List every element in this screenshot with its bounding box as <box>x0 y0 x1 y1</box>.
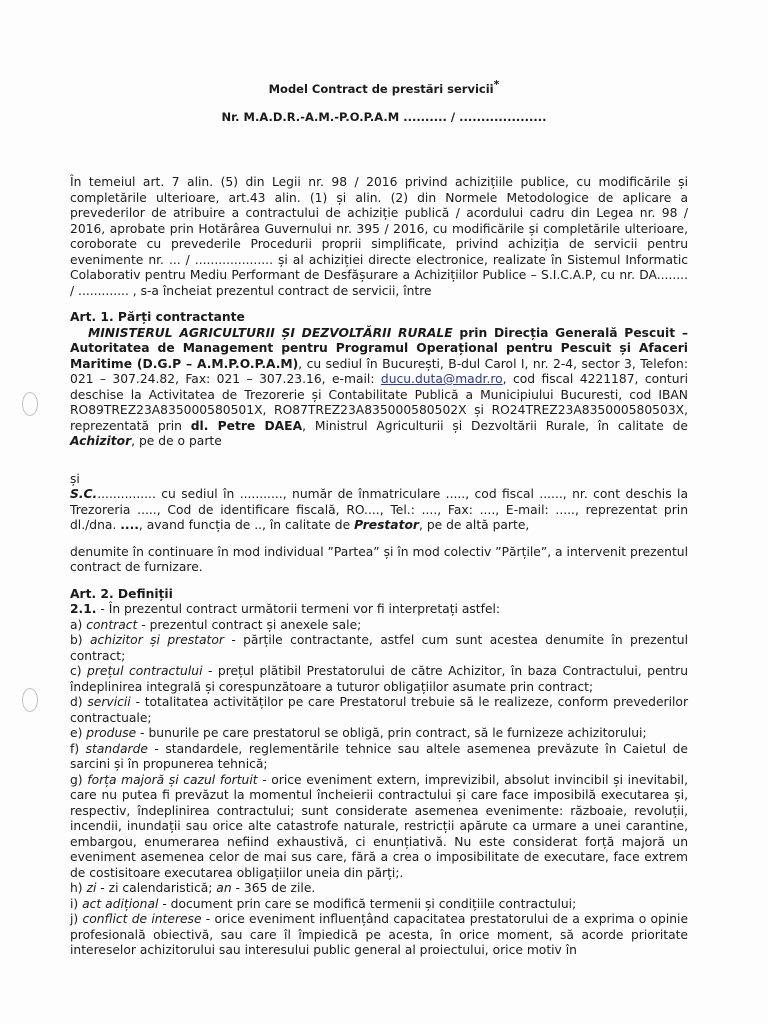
definition-text: - 365 de zile. <box>231 881 316 895</box>
spacer <box>70 576 688 587</box>
art2-lead-text: - În prezentul contract următorii termeni vor fi interpretați astfel: <box>96 602 501 616</box>
definition-item <box>70 897 688 913</box>
document-body <box>70 175 688 959</box>
title-asterisk: * <box>493 78 500 91</box>
denumite-paragraph: denumite în continuare în mod individual ”Partea” și în mod colectiv ”Părțile”, a intervenit prezentul contract de furnizare. <box>70 544 688 574</box>
punch-hole-bottom <box>22 688 38 712</box>
contract-number <box>0 110 768 124</box>
definition-term: servicii <box>87 695 131 709</box>
spacer <box>70 534 688 545</box>
definition-term: zi <box>86 881 97 895</box>
definition-prefix: i) <box>70 896 83 911</box>
definition-prefix: f) <box>70 741 86 756</box>
art1-party-achizitor <box>70 326 688 450</box>
definition-item <box>70 633 688 664</box>
definition-text: - zi calendaristică; <box>96 881 217 895</box>
definition-text: - document prin care se modifică termenii și condițiile contractului; <box>158 896 577 911</box>
definition-term: conflict de interese <box>82 912 202 926</box>
si-line: și <box>70 471 80 486</box>
contract-title <box>0 78 768 96</box>
definition-item <box>70 881 688 897</box>
achizitor-term: Achizitor <box>70 434 132 448</box>
sc-details: ............... cu sediul în ..........., număr de înmatriculare ....., cod fiscal ......, nr. cont deschis la Trezoreria ....., Cod de identificare fiscală, RO...., Tel.: ...., Fax: ...., E-mail: ....., reprezentat prin dl./dna. <box>70 487 688 532</box>
definition-term: produse <box>86 726 137 740</box>
definition-term: standarde <box>85 741 148 756</box>
sc-dots: .... <box>120 518 139 532</box>
punch-hole-top <box>22 392 38 416</box>
art1-heading-text: Art. 1. Părți contractante <box>70 310 245 324</box>
definition-term: forța majoră și cazul fortuit <box>87 772 258 787</box>
sc-term: S.C. <box>70 487 98 501</box>
definition-term: contract <box>86 617 138 632</box>
definition-text: - bunurile pe care prestatorul se obligă, prin contract, să le furnizeze achizitorului; <box>136 726 647 740</box>
representative-name: dl. Petre DAEA <box>190 418 303 433</box>
definition-item <box>70 742 688 773</box>
definition-term: an <box>216 881 232 895</box>
spacer <box>70 299 688 310</box>
representative-role: , Ministrul Agriculturii și Dezvoltării Rurale, în calitate de <box>302 418 688 433</box>
definition-prefix: b) <box>70 633 90 647</box>
definition-text: - orice eveniment extern, imprevizibil, absolut invincibil și inevitabil, care nu putea fi prevăzut la momentul încheierii contractului și care face imposibilă executarea și, respectiv, îndeplinirea contractului; sunt considerate asemenea evenimente: războaie, revoluții, incendii, inundații sau orice alte catastrofe naturale, restricții apărute ca urmare a unei carantine, embargou, enumerarea nefiind exhaustivă, ci enunțiativă. Nu este considerat forță majoră un eveniment asemenea celor de mai sus care, fără a crea o imposibilitate de executare, face extrem de costisitoare executarea obligațiilor uneia din părți;. <box>70 772 688 880</box>
definition-prefix: c) <box>70 664 88 678</box>
definition-item <box>70 664 688 695</box>
art2-lead-number: 2.1. <box>70 602 97 616</box>
number-line-text: Nr. M.A.D.R.-A.M.-P.O.P.A.M .......... / .................... <box>221 110 547 124</box>
title-text: Model Contract de prestări servicii <box>268 81 494 96</box>
definition-term: prețul contractului <box>87 664 203 678</box>
art1-heading <box>70 310 688 326</box>
definition-prefix: e) <box>70 726 87 740</box>
definition-term: act adițional <box>82 896 159 911</box>
intro-paragraph: În temeiul art. 7 alin. (5) din Legii nr. 98 / 2016 privind achizițiile publice, cu modificările și completările ulterioare, art.43 alin. (1) și alin. (2) din Normele Metodologice de aplicare a prevederilor de atribuire a contractului de achiziție publică / acordului cadru din Legea nr. 98 / 2016, aprobate prin Hotărârea Guvernului nr. 395 / 2016, cu modificările și completările ulterioare, coroborate cu prevederile Procedurii proprii simplificate, privind achiziția de servicii pentru evenimente nr. ... / .................... și al achiziției directe electronice, realizate în Sistemul Informatic Colaborativ pentru Mediu Performant de Desfășurare a Achizițiilor Publice – S.I.C.A.P, cu nr. DA........ / ............. , s-a încheiat prezentul contract de servicii, între <box>70 175 688 298</box>
definition-item <box>70 695 688 726</box>
definition-item <box>70 726 688 742</box>
definition-text: - prezentul contract și anexele sale; <box>137 617 362 632</box>
spacer <box>70 450 688 472</box>
definition-prefix: j) <box>70 912 83 926</box>
definition-prefix: d) <box>70 695 88 709</box>
definition-text: - prețul plătibil Prestatorului de către Achizitor, în baza Contractului, pentru îndeplinirea integrală și corespunzătoare a tuturor obligațiilor asumate prin contract; <box>70 664 688 694</box>
definition-prefix: a) <box>70 617 87 632</box>
definition-item <box>70 773 688 882</box>
definition-prefix: h) <box>70 881 87 895</box>
definition-item <box>70 912 688 959</box>
dgp-name: Direcția Generală Pescuit – Autoritatea de Management pentru Programul Operațional pentru Pescuit și Afaceri Maritime (D.G.P – A.M.P.O.P.A.M) <box>70 325 688 371</box>
definition-text: - orice eveniment influențând capacitatea prestatorului de a exprima o opinie profesională obiectivă, sau care îl împiedică pe acesta, în orice moment, să acorde prioritate intereselor achizitorului sau interesului public general al proiectului, orice motiv în <box>70 912 689 957</box>
art1-party-prestator <box>70 487 688 534</box>
ministry-address: , cu sediul în București, B-dul Carol I, nr. 2-4, sector 3, Telefon: 021 – 307.24.82, Fax: 021 – 307.23.16, e-mail: <box>70 356 688 386</box>
definition-prefix: g) <box>70 772 88 787</box>
prin-text: prin <box>452 325 494 340</box>
sc-role: , avand funcția de .., în calitate de <box>138 518 355 532</box>
prestator-term: Prestator <box>354 518 419 532</box>
art2-heading <box>70 587 688 603</box>
ministry-name: MINISTERUL AGRICULTURII ȘI DEZVOLTĂRII RURALE <box>88 325 453 340</box>
email-link[interactable]: ducu.duta@madr.ro <box>380 372 503 386</box>
definition-text: - totalitatea activităților pe care Prestatorul trebuie să le realizeze, conform prevederilor contractuale; <box>70 695 688 725</box>
ministry-fiscal: , cod fiscal 4221187, conturi deschise la Activitatea de Trezorerie și Contabilitate Publică a Municipiului Bucuresti, cod IBAN RO89TREZ23A835000580501X, RO87TREZ23A835000580502X și RO24TREZ23A835000580503X, reprezentată prin <box>70 372 689 433</box>
art2-heading-text: Art. 2. Definiții <box>70 586 173 601</box>
definition-term: achizitor și prestator <box>89 633 224 647</box>
definition-item <box>70 618 688 634</box>
definitions-list <box>70 618 688 959</box>
achizitor-rest: , pe de o parte <box>131 434 222 448</box>
art2-lead <box>70 602 688 618</box>
prestator-rest: , pe de altă parte, <box>419 518 530 532</box>
definition-text: - standardele, reglementările tehnice sau altele asemenea prevăzute în Caietul de sarcini și în propunerea tehnică; <box>70 741 688 771</box>
definition-text: - părțile contractante, astfel cum sunt acestea denumite în prezentul contract; <box>70 633 689 663</box>
